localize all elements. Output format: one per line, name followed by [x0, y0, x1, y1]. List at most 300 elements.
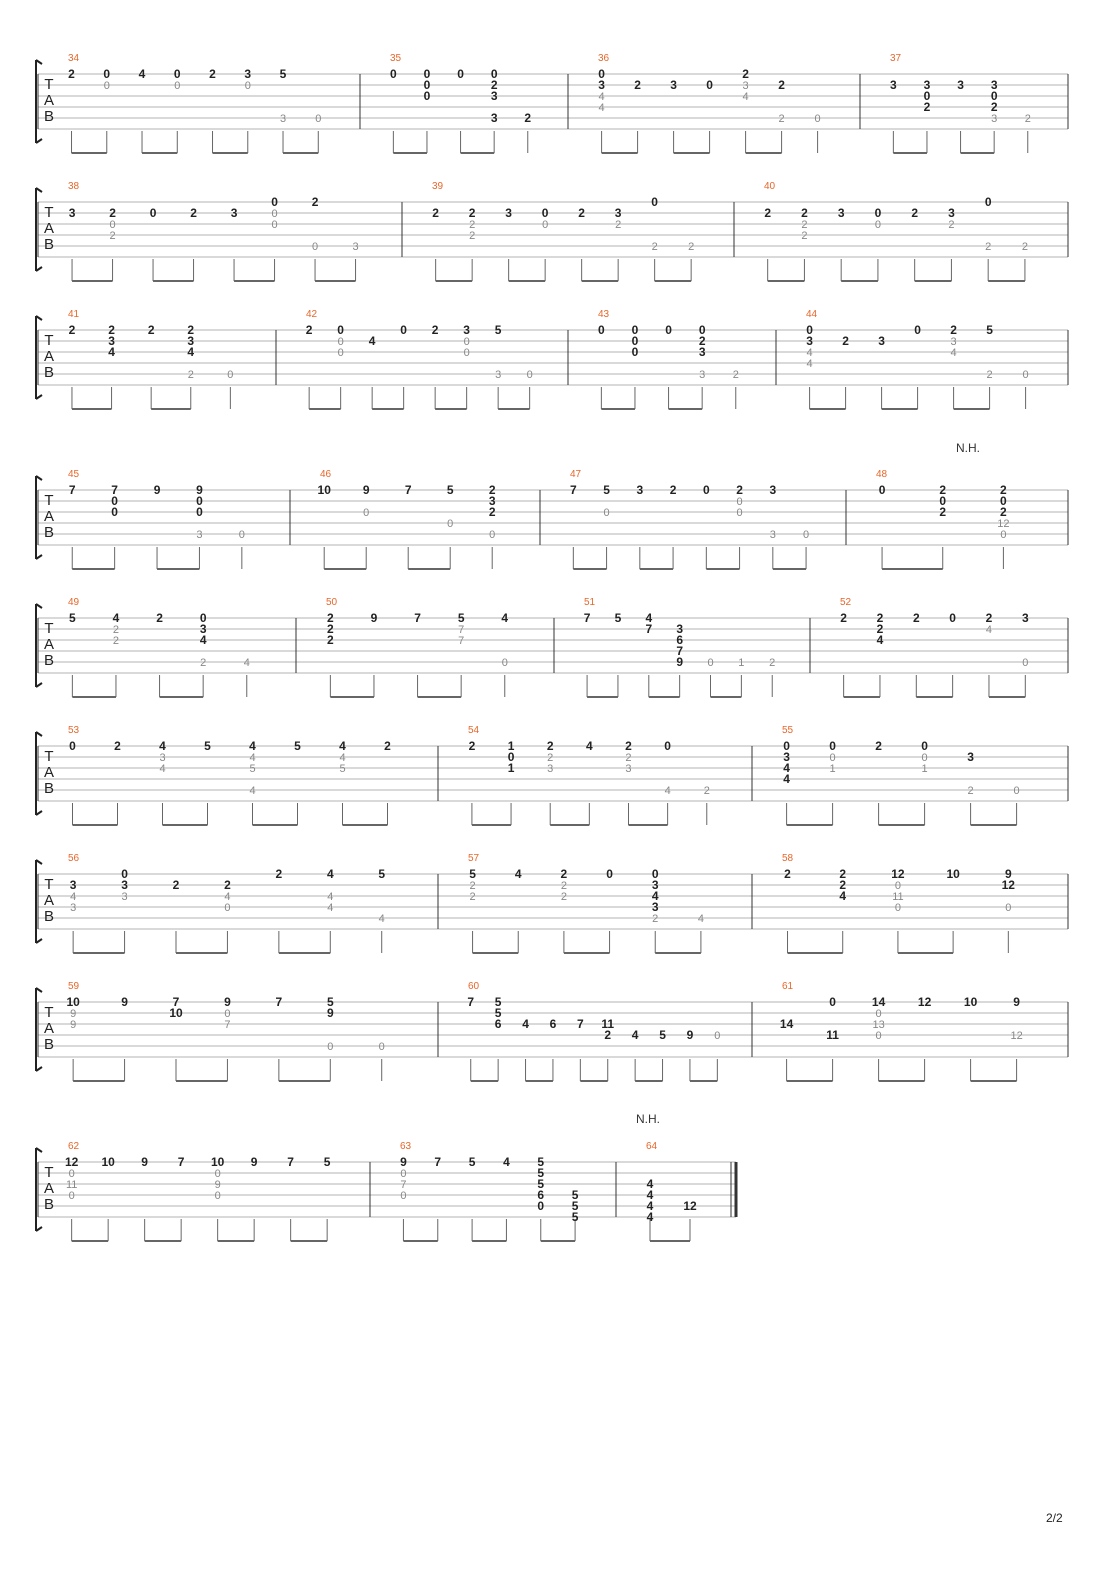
- fret-number: 3: [490, 89, 498, 103]
- fret-number: 5: [69, 611, 76, 625]
- fret-number: 2: [275, 867, 283, 881]
- fret-number: 7: [645, 622, 653, 636]
- fret-number: 2: [840, 611, 847, 625]
- measure-number: 61: [782, 981, 794, 992]
- fret-number: 3: [636, 483, 644, 497]
- fret-number: 5: [378, 867, 386, 881]
- fret-number: 2: [311, 195, 319, 209]
- fret-number: 2: [172, 878, 180, 892]
- fret-number: 2: [736, 483, 743, 497]
- fret-number: 3: [196, 529, 203, 541]
- fret-number: 14: [779, 1017, 794, 1031]
- fret-number: 2: [778, 113, 785, 125]
- fret-number: 2: [778, 78, 785, 92]
- fret-number: 9: [686, 1028, 694, 1042]
- tab-clef-letter: B: [43, 780, 55, 797]
- fret-number: 2: [327, 611, 334, 625]
- fret-number: 0: [603, 507, 610, 519]
- fret-number: 2: [109, 206, 116, 220]
- fret-number: 9: [400, 1155, 407, 1169]
- fret-number: 3: [352, 241, 359, 253]
- fret-number: 0: [227, 369, 234, 381]
- tab-clef-letter: T: [44, 748, 54, 765]
- fret-number: 4: [243, 657, 250, 669]
- tab-system: [36, 469, 1068, 569]
- tab-clef-letter: A: [43, 92, 55, 109]
- fret-number: 4: [646, 1188, 654, 1202]
- fret-number: 0: [894, 880, 901, 892]
- fret-number: 2: [839, 878, 847, 892]
- fret-number: 3: [495, 369, 502, 381]
- fret-number: 0: [121, 867, 128, 881]
- fret-number: 13: [872, 1019, 885, 1031]
- fret-number: 0: [665, 323, 672, 337]
- measure-number: 39: [432, 181, 444, 192]
- fret-number: 3: [1021, 611, 1029, 625]
- fret-number: 3: [625, 763, 632, 775]
- fret-number: 3: [279, 113, 287, 125]
- fret-number: 0: [875, 1030, 882, 1042]
- fret-number: 7: [177, 1155, 185, 1169]
- fret-number: 2: [634, 78, 641, 92]
- fret-number: 0: [984, 195, 992, 209]
- fret-number: 0: [447, 518, 454, 530]
- fret-number: 2: [200, 657, 207, 669]
- fret-number: 3: [70, 902, 77, 914]
- fret-number: 0: [874, 219, 881, 231]
- fret-number: 0: [1022, 369, 1029, 381]
- fret-number: 0: [363, 507, 370, 519]
- fret-number: 2: [488, 483, 496, 497]
- measure-number: 57: [468, 853, 480, 864]
- fret-number: 0: [68, 1168, 75, 1180]
- fret-number: 1: [507, 739, 515, 753]
- tab-clef-letter: A: [43, 892, 55, 909]
- fret-number: 4: [138, 67, 146, 81]
- fret-number: 3: [950, 336, 957, 348]
- fret-number: 6: [494, 1017, 502, 1031]
- fret-number: 0: [706, 78, 713, 92]
- fret-number: 9: [676, 655, 684, 669]
- fret-number: 1: [507, 761, 515, 775]
- fret-number: 4: [950, 347, 957, 359]
- fret-number: 11: [601, 1017, 615, 1031]
- tab-clef-letter: B: [43, 364, 55, 381]
- fret-number: 0: [814, 113, 821, 125]
- natural-harmonic-label: N.H.: [636, 1112, 660, 1126]
- fret-number: 7: [414, 611, 421, 625]
- fret-number: 12: [917, 995, 932, 1009]
- fret-number: 2: [842, 334, 849, 348]
- measure-number: 60: [468, 981, 480, 992]
- fret-number: 3: [806, 334, 813, 348]
- fret-number: 11: [65, 1179, 78, 1191]
- fret-number: 2: [547, 752, 554, 764]
- fret-number: 3: [108, 334, 115, 348]
- measure-number: 58: [782, 853, 794, 864]
- fret-number: 0: [149, 206, 157, 220]
- measure-number: 43: [598, 309, 610, 320]
- fret-number: 4: [806, 358, 813, 370]
- fret-number: 0: [69, 739, 76, 753]
- fret-number: 2: [742, 67, 749, 81]
- fret-number: 2: [305, 323, 313, 337]
- fret-number: 0: [224, 902, 231, 914]
- measure-number: 51: [584, 597, 596, 608]
- fret-number: 9: [250, 1155, 258, 1169]
- fret-number: 2: [912, 611, 920, 625]
- fret-number: 5: [494, 323, 502, 337]
- tab-clef-letter: T: [44, 1164, 54, 1181]
- fret-number: 9: [1013, 995, 1020, 1009]
- fret-number: 0: [103, 80, 110, 92]
- fret-number: 14: [871, 995, 886, 1009]
- fret-number: 9: [326, 1006, 334, 1020]
- fret-number: 0: [214, 1168, 221, 1180]
- fret-number: 2: [801, 206, 808, 220]
- fret-number: 0: [664, 739, 671, 753]
- fret-number: 7: [458, 635, 465, 647]
- fret-number: 0: [1000, 494, 1007, 508]
- fret-number: 4: [326, 867, 334, 881]
- fret-number: 0: [875, 1008, 882, 1020]
- tab-clef-letter: T: [44, 620, 54, 637]
- fret-number: 3: [68, 206, 76, 220]
- measure-number: 47: [570, 469, 582, 480]
- measure-number: 48: [876, 469, 888, 480]
- fret-number: 2: [688, 241, 695, 253]
- fret-number: 3: [967, 750, 974, 764]
- fret-number: 0: [878, 483, 886, 497]
- fret-number: 10: [169, 1006, 183, 1020]
- tab-clef-letter: T: [44, 332, 54, 349]
- fret-number: 7: [400, 1179, 407, 1191]
- fret-number: 4: [249, 752, 256, 764]
- measure-number: 41: [68, 309, 80, 320]
- fret-number: 3: [948, 206, 955, 220]
- fret-number: 12: [997, 518, 1010, 530]
- fret-number: 5: [659, 1028, 666, 1042]
- fret-number: 5: [204, 739, 211, 753]
- fret-number: 4: [327, 902, 334, 914]
- fret-number: 4: [783, 772, 790, 786]
- measure-number: 35: [390, 53, 402, 64]
- fret-number: 0: [378, 1041, 385, 1053]
- fret-number: 0: [1013, 785, 1020, 797]
- fret-number: 2: [156, 611, 163, 625]
- fret-number: 4: [598, 91, 605, 103]
- fret-number: 0: [271, 219, 278, 231]
- fret-number: 0: [271, 208, 278, 220]
- fret-number: 0: [949, 611, 956, 625]
- tab-clef-letter: T: [44, 1004, 54, 1021]
- fret-number: 0: [173, 67, 181, 81]
- fret-number: 9: [1004, 867, 1012, 881]
- fret-number: 12: [1001, 878, 1015, 892]
- fret-number: 4: [501, 611, 509, 625]
- fret-number: 2: [524, 111, 532, 125]
- fret-number: 0: [598, 323, 605, 337]
- fret-number: 0: [606, 867, 613, 881]
- fret-number: 10: [66, 995, 80, 1009]
- tab-system: [36, 981, 1068, 1081]
- fret-number: 2: [469, 219, 476, 231]
- fret-number: 0: [651, 867, 659, 881]
- fret-number: 0: [271, 195, 278, 209]
- fret-number: 4: [339, 739, 346, 753]
- fret-number: 0: [702, 483, 710, 497]
- tab-clef-letter: T: [44, 876, 54, 893]
- fret-number: 0: [631, 345, 639, 359]
- fret-number: 0: [707, 657, 714, 669]
- fret-number: 5: [468, 1155, 476, 1169]
- fret-number: 2: [114, 739, 121, 753]
- fret-number: 4: [159, 739, 166, 753]
- tab-system: [36, 53, 1068, 153]
- fret-number: 2: [209, 67, 216, 81]
- fret-number: 3: [505, 206, 512, 220]
- fret-number: 0: [109, 219, 116, 231]
- fret-number: 2: [985, 611, 993, 625]
- fret-number: 10: [101, 1155, 115, 1169]
- fret-number: 3: [547, 763, 554, 775]
- fret-number: 3: [651, 900, 659, 914]
- fret-number: 0: [803, 529, 810, 541]
- fret-number: 7: [676, 644, 684, 658]
- fret-number: 0: [311, 241, 319, 253]
- fret-number: 4: [985, 624, 993, 636]
- fret-number: 4: [187, 345, 195, 359]
- fret-number: 2: [651, 241, 658, 253]
- tab-system: [36, 853, 1068, 953]
- tab-clef-letter: A: [43, 764, 55, 781]
- fret-number: 9: [370, 611, 378, 625]
- fret-number: 6: [537, 1188, 545, 1202]
- fret-number: 0: [103, 67, 111, 81]
- fret-number: 3: [990, 78, 998, 92]
- fret-number: 2: [801, 230, 808, 242]
- fret-number: 2: [990, 100, 998, 114]
- fret-number: 2: [732, 369, 739, 381]
- tab-clef-letter: B: [43, 108, 55, 125]
- fret-number: 9: [121, 995, 128, 1009]
- fret-number: 2: [948, 219, 955, 231]
- fret-number: 7: [224, 1019, 231, 1031]
- fret-number: 4: [339, 752, 346, 764]
- fret-number: 7: [68, 483, 76, 497]
- fret-number: 2: [384, 739, 391, 753]
- fret-number: 3: [199, 622, 207, 636]
- page-number: 2/2: [1046, 1511, 1063, 1525]
- fret-number: 11: [892, 891, 904, 903]
- fret-number: 5: [537, 1166, 545, 1180]
- fret-number: 3: [230, 206, 238, 220]
- fret-number: 2: [698, 334, 706, 348]
- tab-system: [36, 597, 1068, 697]
- fret-number: 4: [514, 867, 522, 881]
- fret-number: 5: [571, 1210, 579, 1224]
- fret-number: 2: [703, 785, 710, 797]
- fret-number: 5: [494, 995, 502, 1009]
- fret-number: 4: [806, 347, 813, 359]
- measure-number: 56: [68, 853, 80, 864]
- fret-number: 0: [111, 494, 118, 508]
- fret-number: 7: [287, 1155, 294, 1169]
- measure-number: 36: [598, 53, 610, 64]
- fret-number: 3: [651, 878, 659, 892]
- fret-number: 4: [876, 633, 884, 647]
- measure-number: 42: [306, 309, 318, 320]
- fret-number: 1: [921, 763, 928, 775]
- fret-number: 4: [585, 739, 593, 753]
- measure-number: 55: [782, 725, 794, 736]
- fret-number: 10: [963, 995, 978, 1009]
- fret-number: 4: [108, 345, 115, 359]
- measure-number: 53: [68, 725, 80, 736]
- tab-clef-letter: B: [43, 908, 55, 925]
- fret-number: 7: [434, 1155, 442, 1169]
- fret-number: 4: [697, 913, 704, 925]
- fret-number: 2: [604, 1028, 612, 1042]
- fret-number: 5: [571, 1199, 579, 1213]
- fret-number: 5: [249, 763, 256, 775]
- fret-number: 2: [839, 867, 847, 881]
- tab-clef-letter: B: [43, 652, 55, 669]
- fret-number: 3: [488, 494, 496, 508]
- fret-number: 10: [946, 867, 960, 881]
- tab-clef-letter: A: [43, 1180, 55, 1197]
- fret-number: 3: [742, 80, 749, 92]
- fret-number: 0: [244, 80, 251, 92]
- fret-number: 0: [196, 494, 203, 508]
- fret-number: 2: [950, 323, 957, 337]
- fret-number: 0: [214, 1190, 221, 1202]
- fret-number: 12: [683, 1199, 697, 1213]
- fret-number: 7: [172, 995, 180, 1009]
- fret-number: 0: [542, 219, 549, 231]
- fret-number: 3: [244, 67, 252, 81]
- fret-number: 2: [432, 206, 439, 220]
- fret-number: 9: [196, 483, 203, 497]
- fret-number: 0: [829, 995, 836, 1009]
- fret-number: 3: [670, 78, 677, 92]
- fret-number: 0: [501, 657, 508, 669]
- fret-number: 9: [224, 995, 231, 1009]
- fret-number: 2: [1000, 483, 1007, 497]
- fret-number: 4: [631, 1028, 639, 1042]
- fret-number: 2: [488, 505, 496, 519]
- fret-number: 2: [923, 100, 931, 114]
- fret-number: 0: [783, 739, 790, 753]
- fret-number: 5: [571, 1188, 579, 1202]
- fret-number: 2: [68, 323, 76, 337]
- fret-number: 0: [631, 323, 639, 337]
- fret-number: 0: [490, 67, 498, 81]
- fret-number: 4: [159, 763, 166, 775]
- fret-number: 0: [174, 80, 181, 92]
- fret-number: 4: [598, 102, 605, 114]
- fret-number: 9: [141, 1155, 148, 1169]
- tab-system: [36, 1141, 736, 1241]
- fret-number: 0: [463, 336, 470, 348]
- fret-number: 3: [490, 111, 498, 125]
- fret-number: 0: [736, 507, 743, 519]
- fret-number: 3: [598, 78, 605, 92]
- fret-number: 2: [939, 505, 947, 519]
- fret-number: 5: [457, 611, 465, 625]
- fret-number: 0: [400, 1168, 407, 1180]
- fret-number: 3: [957, 78, 964, 92]
- fret-number: 4: [224, 891, 231, 903]
- fret-number: 4: [503, 1155, 510, 1169]
- fret-number: 2: [560, 891, 567, 903]
- fret-number: 0: [199, 611, 207, 625]
- fret-number: 2: [469, 891, 476, 903]
- fret-number: 12: [1010, 1030, 1023, 1042]
- fret-number: 4: [327, 891, 334, 903]
- fret-number: 0: [423, 78, 431, 92]
- fret-number: 1: [829, 763, 836, 775]
- fret-number: 2: [560, 867, 568, 881]
- fret-number: 0: [463, 347, 470, 359]
- fret-number: 5: [494, 1006, 502, 1020]
- fret-number: 0: [68, 1190, 75, 1202]
- tab-clef-letter: B: [43, 236, 55, 253]
- fret-number: 0: [400, 1190, 407, 1202]
- measure-number: 45: [68, 469, 80, 480]
- fret-number: 0: [327, 1041, 334, 1053]
- fret-number: 2: [112, 635, 120, 647]
- measure-number: 64: [646, 1141, 658, 1152]
- fret-number: 0: [423, 67, 431, 81]
- measure-number: 54: [468, 725, 480, 736]
- measure-number: 63: [400, 1141, 412, 1152]
- fret-number: 7: [467, 995, 475, 1009]
- fret-number: 4: [664, 785, 671, 797]
- fret-number: 2: [327, 633, 334, 647]
- fret-number: 4: [783, 761, 790, 775]
- fret-number: 7: [275, 995, 283, 1009]
- fret-number: 12: [891, 867, 905, 881]
- fret-number: 2: [784, 867, 791, 881]
- measure-number: 38: [68, 181, 80, 192]
- fret-number: 3: [463, 323, 470, 337]
- fret-number: 0: [939, 494, 947, 508]
- tab-clef-letter: T: [44, 204, 54, 221]
- fret-number: 3: [159, 752, 166, 764]
- fret-number: 2: [469, 230, 476, 242]
- fret-number: 5: [446, 483, 454, 497]
- fret-number: 3: [121, 891, 128, 903]
- fret-number: 0: [224, 1008, 231, 1020]
- tab-system: [36, 309, 1068, 409]
- measure-number: 49: [68, 597, 80, 608]
- fret-number: 4: [742, 91, 749, 103]
- fret-number: 5: [294, 739, 301, 753]
- fret-number: 3: [991, 113, 998, 125]
- fret-number: 0: [806, 323, 813, 337]
- tab-clef-letter: T: [44, 76, 54, 93]
- fret-number: 0: [923, 89, 931, 103]
- fret-number: 0: [423, 89, 431, 103]
- fret-number: 2: [1000, 505, 1007, 519]
- fret-number: 1: [738, 657, 745, 669]
- fret-number: 2: [469, 880, 476, 892]
- fret-number: 3: [890, 78, 897, 92]
- tab-clef-letter: B: [43, 1036, 55, 1053]
- measure-number: 62: [68, 1141, 80, 1152]
- fret-number: 7: [569, 483, 577, 497]
